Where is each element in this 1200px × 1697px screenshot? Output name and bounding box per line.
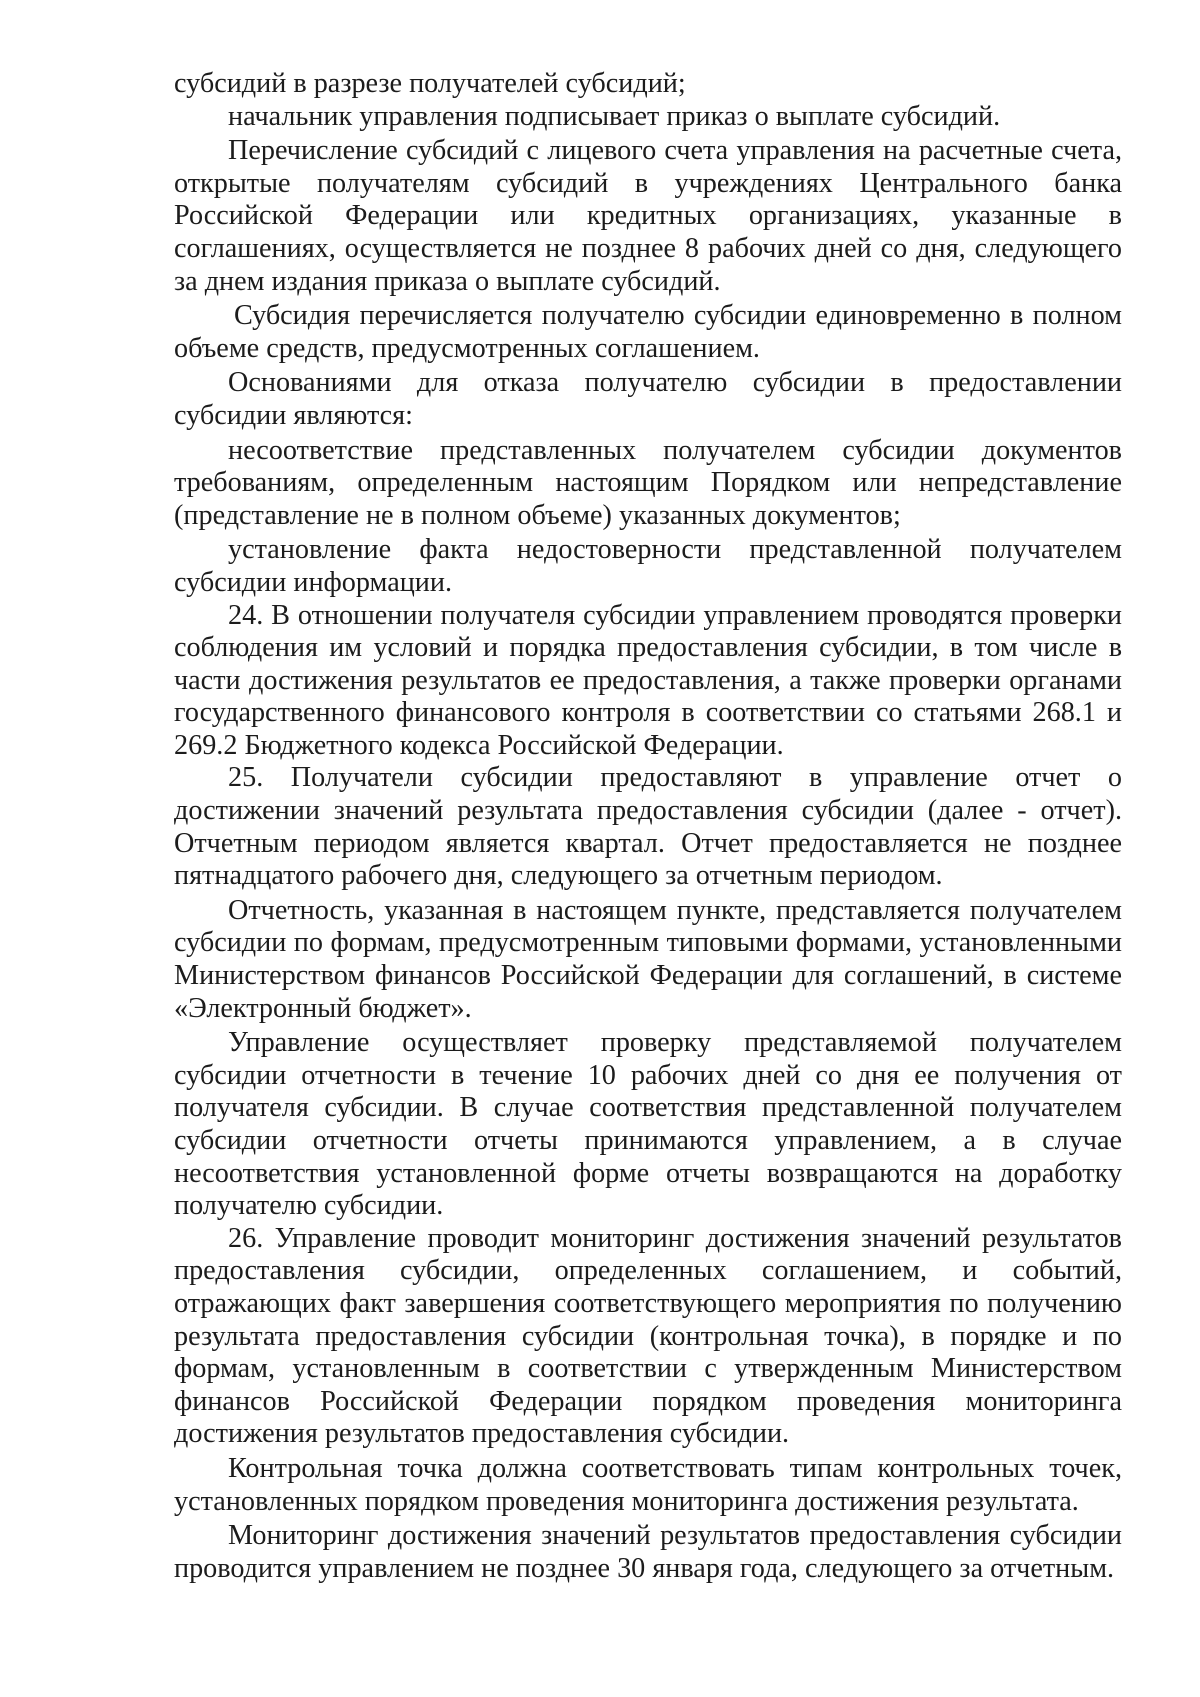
- paragraph-continuation: субсидий в разрезе получателей субсидий;: [174, 68, 686, 99]
- paragraph-transfer-terms: Перечисление субсидий с лицевого счета управления на расчетные счета, открытые получателям субсидий в учреждениях Центрального банка Российской Федерации или кредитных организациях, указанные в соглашениях, осуществляется не позднее 8 рабочих дней со дня, следующего за днем издания приказа о выплате субсидий.: [174, 135, 1122, 297]
- paragraph-monitoring-deadline: Мониторинг достижения значений результатов предоставления субсидии проводится управлением не позднее 30 января года, следующего за отчетным.: [174, 1520, 1122, 1584]
- paragraph-order-signing: начальник управления подписывает приказ о выплате субсидий.: [228, 100, 1001, 132]
- paragraph-refusal-inaccuracy: установление факта недостоверности представленной получателем субсидии информации.: [174, 534, 1122, 598]
- document-page: [174, 68, 1122, 1585]
- paragraph-refusal-nonconformity: несоответствие представленных получателем субсидии документов требованиям, определенным настоящим Порядком или непредставление (представление не в полном объеме) указанных документов;: [174, 434, 1122, 531]
- paragraph-control-point: Контрольная точка должна соответствовать типам контрольных точек, установленных порядком проведения мониторинга достижения результата.: [174, 1452, 1122, 1517]
- clause-26: 26. Управление проводит мониторинг достижения значений результатов предоставления субсидии, определенных соглашением, и событий, отражающих факт завершения соответствующего мероприятия по получению результата предоставления субсидии (контрольная точка), в порядке и по формам, установленным в соответствии с утвержденным Министерством финансов Российской Федерации порядком проведения мониторинга достижения результатов предоставления субсидии.: [174, 1222, 1122, 1450]
- clause-24: 24. В отношении получателя субсидии управлением проводятся проверки соблюдения им условий и порядка предоставления субсидии, в том числе в части достижения результатов ее предоставления, а также проверки органами государственного финансового контроля в соответствии со статьями 268.1 и 269.2 Бюджетного кодекса Российской Федерации.: [174, 599, 1122, 761]
- clause-25: 25. Получатели субсидии предоставляют в управление отчет о достижении значений результата предоставления субсидии (далее - отчет). Отчетным периодом является квартал. Отчет предоставляется не позднее пятнадцатого рабочего дня, следующего за отчетным периодом.: [174, 762, 1122, 892]
- paragraph-reporting-forms: Отчетность, указанная в настоящем пункте, представляется получателем субсидии по формам, предусмотренным типовыми формами, установленными Министерством финансов Российской Федерации для соглашений, в системе «Электронный бюджет».: [174, 894, 1122, 1024]
- paragraph-refusal-grounds: Основаниями для отказа получателю субсидии в предоставлении субсидии являются:: [174, 367, 1122, 431]
- paragraph-report-verification: Управление осуществляет проверку представляемой получателем субсидии отчетности в течение 10 рабочих дней со дня ее получения от получателя субсидии. В случае соответствия представленной получателем субсидии отчетности отчеты принимаются управлением, а в случае несоответствия установленной форме отчеты возвращаются на доработку получателю субсидии.: [174, 1027, 1122, 1222]
- paragraph-lump-sum: Субсидия перечисляется получателю субсидии единовременно в полном объеме средств, предусмотренных соглашением.: [174, 300, 1122, 364]
